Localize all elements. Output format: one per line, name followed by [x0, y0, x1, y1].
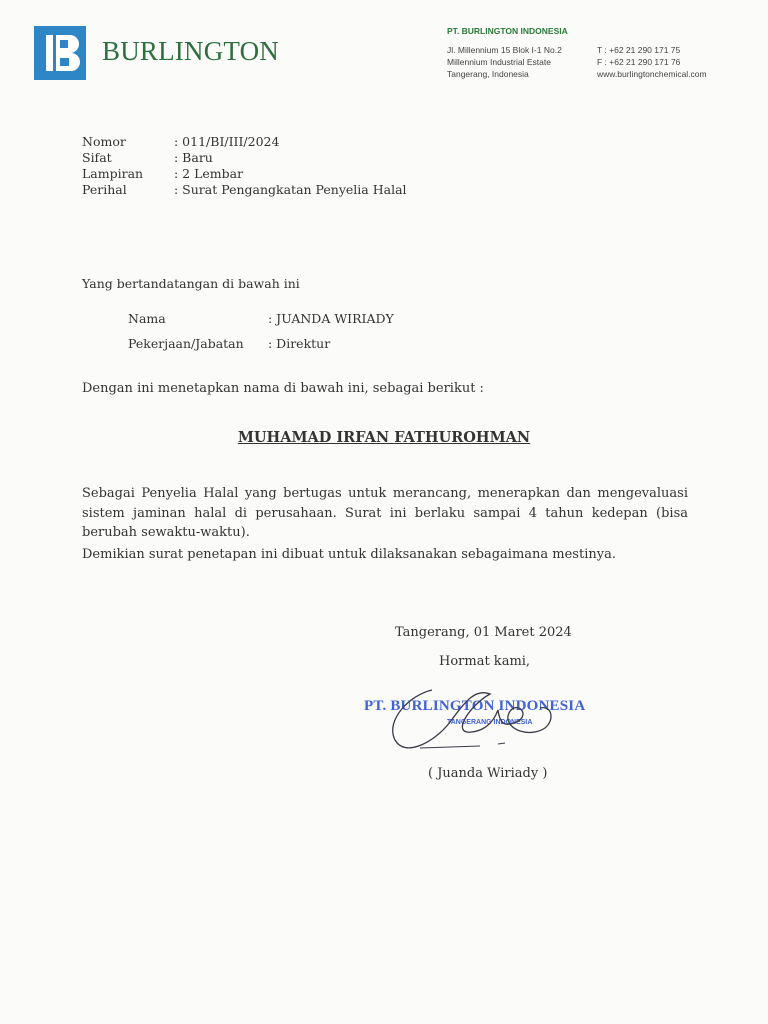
meta-label: Lampiran — [82, 166, 144, 181]
meta-row-nomor — [82, 134, 407, 150]
letter-meta — [82, 134, 407, 198]
address-line: Tangerang, Indonesia — [447, 69, 529, 79]
intro-text: Yang bertandatangan di bawah ini — [82, 276, 300, 291]
meta-value: : Baru — [174, 150, 213, 165]
company-logo-text: BURLINGTON — [102, 36, 279, 66]
company-logo-icon — [34, 26, 86, 80]
meta-row-perihal — [82, 182, 407, 198]
signatory-row-position — [128, 331, 394, 356]
meta-label: Sifat — [82, 150, 112, 165]
meta-label: Nomor — [82, 134, 126, 149]
signer-name: ( Juanda Wiriady ) — [428, 766, 548, 781]
regards-text: Hormat kami, — [439, 654, 531, 669]
company-name: PT. BURLINGTON INDONESIA — [447, 26, 568, 36]
closing-text: Demikian surat penetapan ini dibuat untuk dilaksanakan sebagaimana mestinya. — [82, 547, 616, 562]
lead-text: Dengan ini menetapkan nama di bawah ini, sebagai berikut : — [82, 381, 484, 396]
website-line: www.burlingtonchemical.com — [597, 69, 707, 79]
meta-row-sifat — [82, 150, 407, 166]
company-contact — [597, 44, 707, 80]
meta-label: Perihal — [82, 182, 127, 197]
meta-value: : Surat Pengangkatan Penyelia Halal — [174, 182, 407, 197]
signatory-label: Pekerjaan/Jabatan — [128, 336, 244, 351]
company-address — [447, 44, 562, 80]
stamp-city: TANGERANG INDONESIA — [447, 719, 533, 726]
phone-line: T : +62 21 290 171 75 — [597, 45, 681, 55]
appointee-name: MUHAMAD IRFAN FATHUROHMAN — [237, 429, 531, 446]
meta-value: : 2 Lembar — [174, 166, 244, 181]
signatory-value: : JUANDA WIRIADY — [268, 311, 394, 326]
signatory-label: Nama — [128, 311, 166, 326]
signatory-value: : Direktur — [268, 336, 331, 351]
address-line: Millennium Industrial Estate — [447, 57, 551, 67]
signatory-details — [128, 306, 394, 356]
place-date: Tangerang, 01 Maret 2024 — [395, 625, 572, 640]
body-paragraph: Sebagai Penyelia Halal yang bertugas untuk merancang, menerapkan dan mengevaluasi sistem jaminan halal di perusahaan. Surat ini berlaku sampai 4 tahun kedepan (bisa berubah sewaktu-waktu). — [82, 486, 688, 540]
handwritten-signature — [380, 680, 580, 760]
meta-value: : 011/BI/III/2024 — [174, 134, 280, 149]
meta-row-lampiran — [82, 166, 407, 182]
signatory-row-name — [128, 306, 394, 331]
fax-line: F : +62 21 290 171 76 — [597, 57, 681, 67]
company-stamp: PT. BURLINGTON INDONESIA — [364, 698, 586, 714]
address-line: Jl. Millennium 15 Blok I-1 No.2 — [447, 45, 562, 55]
